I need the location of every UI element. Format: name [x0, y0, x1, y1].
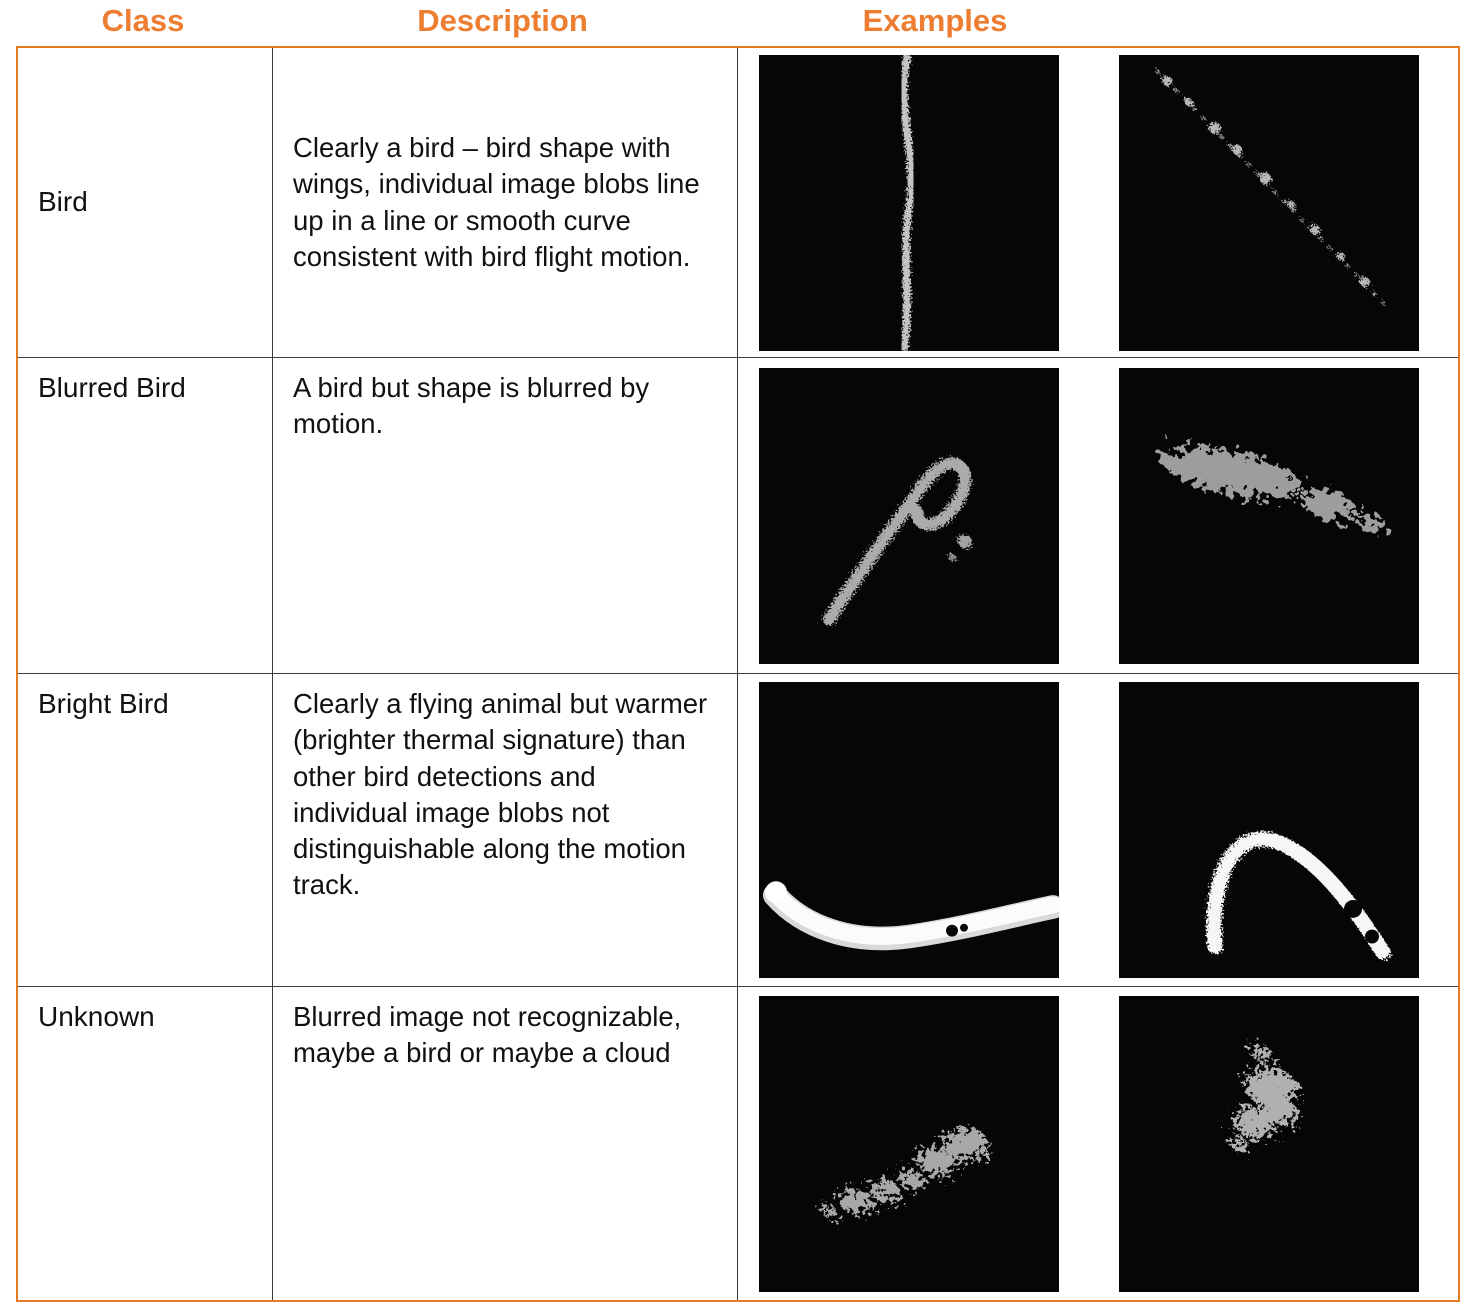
description-bird: Clearly a bird – bird shape with wings, individual image blobs line up in a line or smooth curve consistent with bird flight motion. — [272, 48, 737, 357]
class-label-bird: Bird — [38, 186, 88, 218]
table-header-row — [16, 0, 1460, 46]
table-row-bright-bird — [18, 673, 1458, 986]
header-description: Description — [417, 3, 588, 38]
class-label-blurred-bird: Blurred Bird — [38, 372, 186, 403]
class-label-unknown: Unknown — [38, 1001, 155, 1032]
description-blurred-bird: A bird but shape is blurred by motion. — [272, 358, 737, 673]
examples-unknown — [737, 987, 1458, 1300]
diagonal-dotted-flight-track-image — [1119, 55, 1419, 351]
bright-wave-track-image — [759, 682, 1059, 978]
classification-table — [16, 46, 1460, 1302]
table-row-bird — [18, 48, 1458, 357]
fuzzy-diagonal-cluster-image — [759, 996, 1059, 1292]
vertical-dotted-flight-track-image — [759, 55, 1059, 351]
header-class: Class — [101, 3, 185, 38]
description-unknown: Blurred image not recognizable, maybe a bird or maybe a cloud — [272, 987, 737, 1300]
class-label-bright-bird: Bright Bird — [38, 688, 169, 719]
examples-blurred-bird — [737, 358, 1458, 673]
table-row-unknown — [18, 986, 1458, 1300]
fuzzy-cloud-blob-image — [1119, 996, 1419, 1292]
description-bright-bird: Clearly a flying animal but warmer (brighter thermal signature) than other bird detections and individual image blobs not distinguishable along the motion track. — [272, 674, 737, 986]
table-row-blurred-bird — [18, 357, 1458, 673]
blurred-elongated-blob-image — [1119, 368, 1419, 664]
examples-bright-bird — [737, 674, 1458, 986]
header-examples: Examples — [862, 3, 1008, 38]
examples-bird — [737, 48, 1458, 357]
blurred-loop-track-image — [759, 368, 1059, 664]
bright-arch-track-image — [1119, 682, 1419, 978]
